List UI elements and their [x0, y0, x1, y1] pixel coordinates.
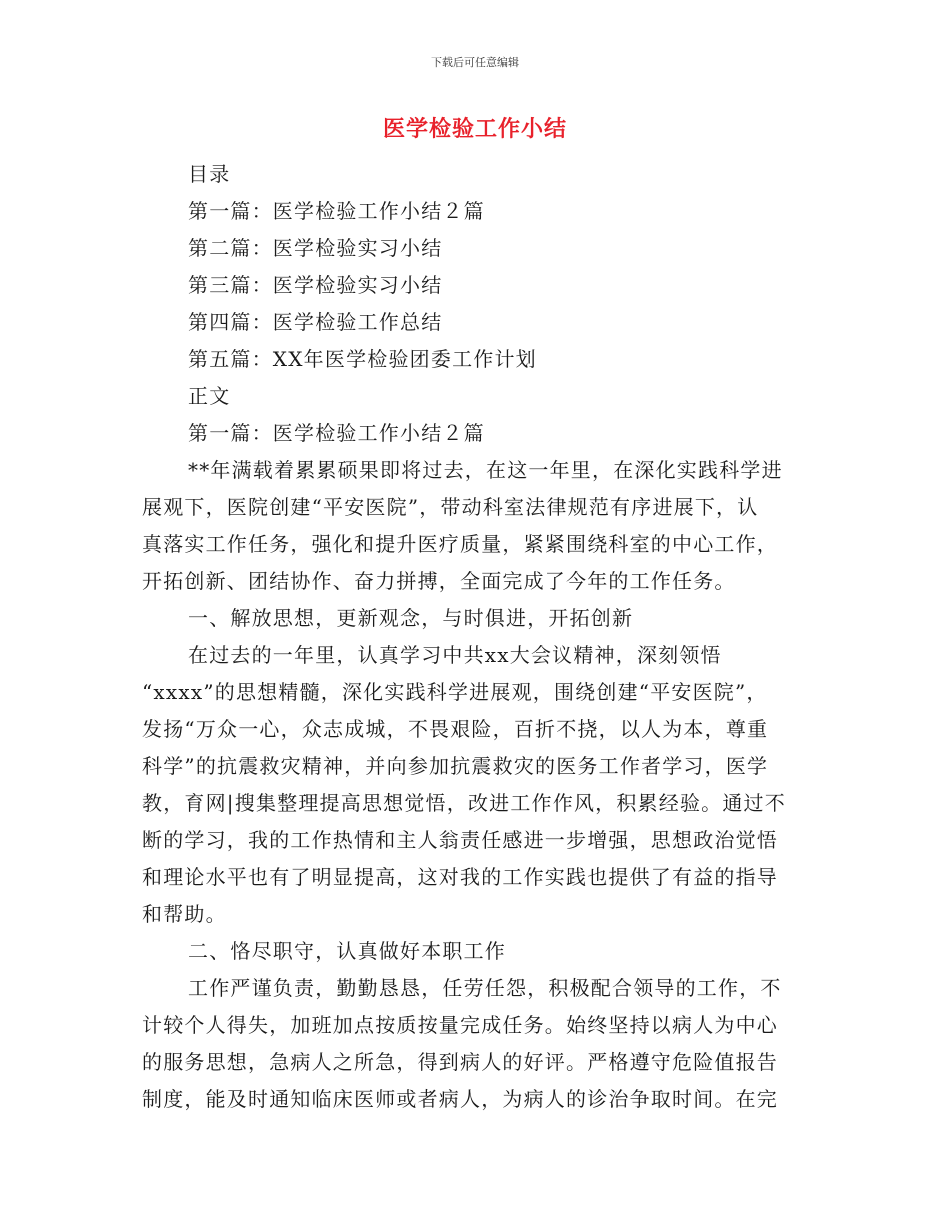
paragraph-line: 和帮助。 [142, 902, 227, 926]
paragraph-line: 教，育网|搜集整理提高思想觉悟，改进工作作风，积累经验。通过不 [142, 791, 786, 815]
paragraph-line: “xxxx”的思想精髓，深化实践科学进展观，围绕创建“平安医院”， [142, 680, 768, 704]
paragraph [142, 600, 808, 637]
paragraph-line: 计较个人得失，加班加点按质按量完成任务。始终坚持以病人为中心 [142, 1013, 778, 1037]
subheading: 一、解放思想，更新观念，与时俱进，开拓创新 [188, 606, 634, 630]
paragraph-line: 在过去的一年里，认真学习中共xx大会议精神，深刻领悟 [188, 643, 722, 667]
paragraph-line: **年满载着累累硕果即将过去，在这一年里，在深化实践科学进 [188, 458, 783, 482]
toc-item: 第三篇：医学检验实习小结 [188, 273, 443, 297]
toc-item: 第四篇：医学检验工作总结 [188, 310, 443, 334]
paragraph-line: 展观下，医院创建“平安医院”，带动科室法律规范有序进展下，认 [142, 495, 759, 519]
paragraph [142, 452, 808, 600]
header-note: 下载后可任意编辑 [431, 56, 519, 69]
toc-item: 第二篇：医学检验实习小结 [188, 236, 443, 260]
toc-item: 第一篇：医学检验工作小结２篇 [188, 199, 485, 223]
document-body [142, 156, 808, 1118]
paragraph-line: 工作严谨负责，勤勤恳恳，任劳任怨，积极配合领导的工作，不 [188, 976, 782, 1000]
paragraph-line: 真落实工作任务，强化和提升医疗质量，紧紧围绕科室的中心工作， [142, 532, 778, 556]
paragraph-line: 科学”的抗震救灾精神，并向参加抗震救灾的医务工作者学习，医学 [142, 754, 769, 778]
subheading: 二、恪尽职守，认真做好本职工作 [188, 939, 506, 963]
paragraph [142, 637, 808, 933]
paragraph-line: 断的学习，我的工作热情和主人翁责任感进一步增强，思想政治觉悟 [142, 828, 778, 852]
body-heading: 正文 [188, 384, 231, 408]
toc-item: 第五篇：XX年医学检验团委工作计划 [188, 347, 537, 371]
paragraph-line: 和理论水平也有了明显提高，这对我的工作实践也提供了有益的指导 [142, 865, 778, 889]
paragraph-line: 的服务思想，急病人之所急，得到病人的好评。严格遵守危险值报告 [142, 1050, 778, 1074]
section-title: 第一篇：医学检验工作小结２篇 [188, 421, 485, 445]
paragraph [142, 933, 808, 970]
paragraph-line: 制度，能及时通知临床医师或者病人，为病人的诊治争取时间。在完 [142, 1087, 778, 1111]
paragraph [142, 970, 808, 1118]
toc-heading: 目录 [188, 162, 231, 186]
document-title: 医学检验工作小结 [382, 117, 567, 142]
paragraph-line: 发扬“万众一心，众志成城，不畏艰险，百折不挠，以人为本，尊重 [142, 717, 769, 741]
paragraph-line: 开拓创新、团结协作、奋力拼搏，全面完成了今年的工作任务。 [142, 569, 736, 593]
